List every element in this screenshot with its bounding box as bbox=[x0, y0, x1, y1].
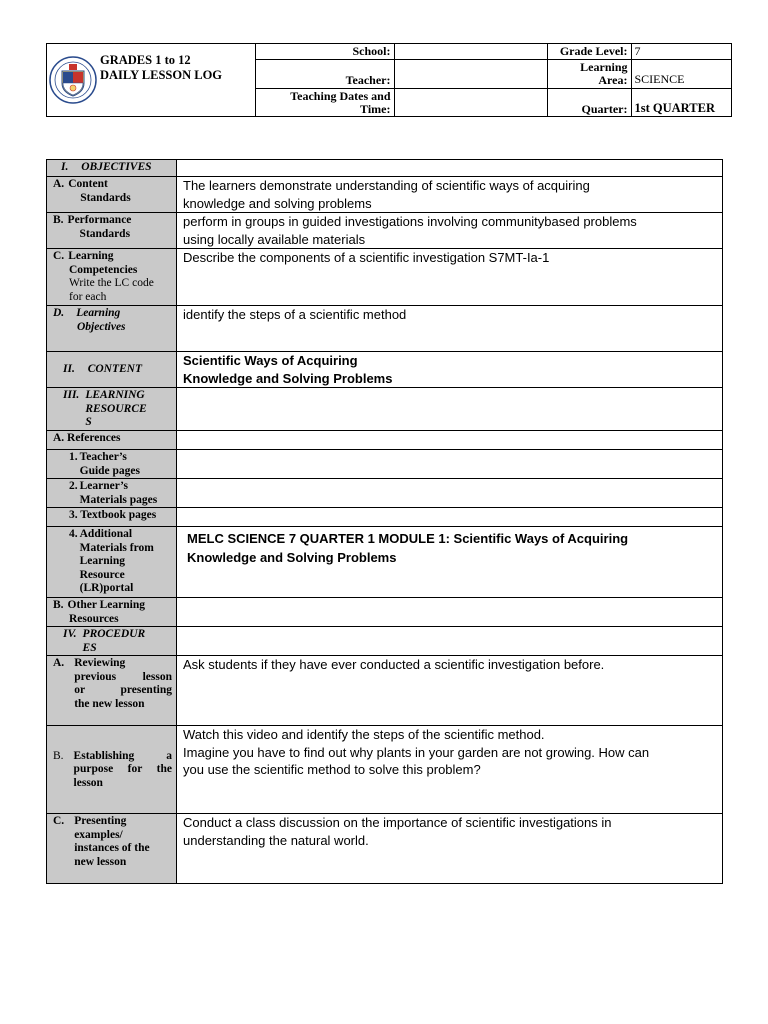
performance-standards-line1: perform in groups in guided investigations involving communitybased problems bbox=[183, 214, 637, 229]
additional-materials-line1: MELC SCIENCE 7 QUARTER 1 MODULE 1: Scientific Ways of Acquiring bbox=[187, 531, 629, 546]
content-heading bbox=[47, 352, 177, 388]
table-row bbox=[47, 814, 723, 884]
school-value bbox=[394, 44, 547, 60]
learning-resources-num: III. bbox=[63, 389, 80, 401]
deped-seal-icon bbox=[49, 49, 97, 111]
header-logo-cell bbox=[47, 44, 256, 116]
other-resources-content bbox=[177, 598, 723, 627]
table-row bbox=[47, 598, 723, 627]
establishing-line2: Imagine you have to find out why plants in your garden are not growing. How can bbox=[183, 744, 650, 760]
learning-competencies-text: Describe the components of a scientific investigation S7MT-Ia-1 bbox=[177, 249, 723, 306]
table-row bbox=[47, 352, 723, 388]
references-label: A. References bbox=[47, 431, 177, 450]
presenting-label-line2: examples/ bbox=[74, 828, 123, 841]
table-row bbox=[47, 508, 723, 527]
learning-competencies-letter: C. bbox=[53, 250, 65, 262]
establishing-label bbox=[47, 726, 177, 814]
content-standards-letter: A. bbox=[53, 178, 65, 190]
content-text bbox=[177, 352, 723, 388]
quarter-value: 1st QUARTER bbox=[631, 89, 731, 117]
teachers-guide-label-line1: Teacher’s bbox=[79, 451, 127, 463]
additional-materials-num: 4. bbox=[69, 528, 78, 540]
learning-resources-title-line1: LEARNING bbox=[85, 389, 145, 401]
establishing-line3: you use the scientific method to solve this problem? bbox=[183, 762, 481, 777]
procedures-heading bbox=[47, 627, 177, 656]
table-row bbox=[47, 527, 723, 598]
presenting-text bbox=[177, 814, 723, 884]
content-line2: Knowledge and Solving Problems bbox=[183, 370, 393, 386]
table-row bbox=[47, 160, 723, 177]
teaching-dates-label-line2: Time: bbox=[360, 101, 391, 116]
teacher-label: Teacher: bbox=[255, 60, 394, 89]
learners-materials-label bbox=[47, 479, 177, 508]
learning-competencies-label bbox=[47, 249, 177, 306]
learning-objectives-label-line2: Objectives bbox=[77, 320, 126, 333]
additional-materials-label-line1: Additional bbox=[79, 528, 133, 540]
reviewing-label-line1: Reviewing bbox=[74, 657, 126, 669]
procedures-content bbox=[177, 627, 723, 656]
table-row bbox=[47, 306, 723, 352]
learning-objectives-text: identify the steps of a scientific method bbox=[177, 306, 723, 352]
learning-area-label-line1: Learning bbox=[580, 60, 628, 74]
learning-resources-title-line3: S bbox=[85, 416, 92, 428]
learning-area-label bbox=[547, 60, 631, 89]
content-standards-label bbox=[47, 177, 177, 213]
content-line1: Scientific Ways of Acquiring bbox=[183, 353, 358, 368]
other-resources-label-line2: Resources bbox=[69, 612, 119, 625]
establishing-label-line3: lesson bbox=[73, 776, 103, 789]
references-content bbox=[177, 431, 723, 450]
table-row bbox=[47, 656, 723, 726]
reviewing-label-line4: the new lesson bbox=[74, 697, 145, 710]
establishing-line1: Watch this video and identify the steps of the scientific method. bbox=[183, 727, 545, 742]
learning-resources-heading bbox=[47, 388, 177, 431]
reviewing-label bbox=[47, 656, 177, 726]
learning-area-label-line2: Area: bbox=[598, 73, 628, 87]
content-standards-line2: knowledge and solving problems bbox=[183, 195, 372, 211]
content-standards-label-line2: Standards bbox=[80, 191, 131, 204]
performance-standards-label-line1: Performance bbox=[67, 214, 132, 226]
table-row bbox=[47, 627, 723, 656]
content-num: II. bbox=[63, 363, 75, 376]
learning-objectives-label-line1: Learning bbox=[76, 307, 121, 319]
additional-materials-text bbox=[177, 527, 723, 598]
performance-standards-letter: B. bbox=[53, 214, 64, 226]
learners-materials-label-line1: Learner’s bbox=[79, 480, 128, 492]
teaching-dates-label bbox=[255, 89, 394, 117]
other-resources-label-line1: Other Learning bbox=[67, 599, 145, 611]
presenting-line1: Conduct a class discussion on the importance of scientific investigations in bbox=[183, 815, 612, 830]
grade-level-value: 7 bbox=[631, 44, 731, 60]
table-row bbox=[47, 431, 723, 450]
presenting-label-line3: instances of the bbox=[74, 842, 150, 854]
presenting-label-line4: new lesson bbox=[74, 855, 127, 868]
presenting-label-line1: Presenting bbox=[74, 815, 127, 827]
learning-competencies-note-line2: for each bbox=[69, 290, 107, 303]
header-title-line2: DAILY LESSON LOG bbox=[100, 68, 223, 82]
table-row bbox=[47, 726, 723, 814]
additional-materials-label-line3: Learning bbox=[79, 555, 125, 567]
performance-standards-line2: using locally available materials bbox=[183, 231, 366, 247]
learning-competencies-note-line1: Write the LC code bbox=[69, 277, 154, 289]
content-title: CONTENT bbox=[87, 363, 143, 376]
objectives-title: OBJECTIVES bbox=[81, 161, 152, 173]
table-row bbox=[47, 249, 723, 306]
other-resources-label bbox=[47, 598, 177, 627]
presenting-label bbox=[47, 814, 177, 884]
additional-materials-label-line5: (LR)portal bbox=[79, 582, 134, 594]
learners-materials-label-line2: Materials pages bbox=[79, 493, 158, 506]
learning-resources-content bbox=[177, 388, 723, 431]
learning-objectives-label bbox=[47, 306, 177, 352]
table-row bbox=[47, 213, 723, 249]
textbook-num: 3. bbox=[69, 509, 78, 521]
textbook-label bbox=[47, 508, 177, 527]
content-standards-line1: The learners demonstrate understanding of scientific ways of acquiring bbox=[183, 178, 590, 193]
additional-materials-label-line4: Resource bbox=[79, 568, 125, 581]
teachers-guide-num: 1. bbox=[69, 451, 78, 463]
objectives-content bbox=[177, 160, 723, 177]
learners-materials-num: 2. bbox=[69, 480, 78, 492]
establishing-letter: B. bbox=[53, 749, 64, 762]
establishing-label-line2: purpose for the bbox=[73, 763, 172, 776]
teacher-value bbox=[394, 60, 547, 89]
teachers-guide-content bbox=[177, 450, 723, 479]
quarter-label: Quarter: bbox=[547, 89, 631, 117]
learning-competencies-label-line1: Learning bbox=[68, 250, 114, 262]
performance-standards-label-line2: Standards bbox=[79, 227, 131, 240]
table-row bbox=[47, 450, 723, 479]
grade-level-label: Grade Level: bbox=[547, 44, 631, 60]
learners-materials-content bbox=[177, 479, 723, 508]
establishing-text bbox=[177, 726, 723, 814]
other-resources-letter: B. bbox=[53, 599, 64, 611]
additional-materials-line2: Knowledge and Solving Problems bbox=[187, 550, 397, 565]
textbook-label-text: Textbook pages bbox=[80, 509, 157, 521]
table-row bbox=[47, 177, 723, 213]
learning-resources-title-line2: RESOURCE bbox=[85, 402, 147, 415]
content-standards-label-line1: Content bbox=[68, 178, 108, 190]
procedures-title-line1: PROCEDUR bbox=[82, 628, 146, 640]
teachers-guide-label-line2: Guide pages bbox=[79, 464, 141, 477]
header-info-grid bbox=[255, 44, 731, 117]
learning-area-value: SCIENCE bbox=[631, 60, 731, 89]
learning-competencies-label-line2: Competencies bbox=[69, 263, 138, 276]
procedures-num: IV. bbox=[63, 628, 77, 640]
teaching-dates-value bbox=[394, 89, 547, 117]
reviewing-text: Ask students if they have ever conducted a scientific investigation before. bbox=[177, 656, 723, 726]
reviewing-letter: A. bbox=[53, 657, 65, 669]
school-label: School: bbox=[255, 44, 394, 60]
textbook-content bbox=[177, 508, 723, 527]
learning-objectives-letter: D. bbox=[53, 307, 65, 319]
objectives-heading bbox=[47, 160, 177, 177]
procedures-title-line2: ES bbox=[82, 641, 97, 654]
teaching-dates-label-line1: Teaching Dates and bbox=[290, 88, 391, 103]
presenting-letter: C. bbox=[53, 815, 65, 827]
presenting-line2: understanding the natural world. bbox=[183, 832, 369, 848]
content-standards-text bbox=[177, 177, 723, 213]
lesson-log-header bbox=[46, 43, 732, 117]
reviewing-label-line2: previous lesson bbox=[74, 670, 172, 683]
additional-materials-label bbox=[47, 527, 177, 598]
establishing-label-line1: Establishing a bbox=[73, 749, 172, 762]
teachers-guide-label bbox=[47, 450, 177, 479]
table-row bbox=[47, 388, 723, 431]
performance-standards-text bbox=[177, 213, 723, 249]
additional-materials-label-line2: Materials from bbox=[79, 541, 154, 554]
lesson-plan-table bbox=[46, 159, 723, 884]
table-row bbox=[47, 479, 723, 508]
objectives-num: I. bbox=[61, 161, 69, 173]
reviewing-label-line3: or presenting bbox=[74, 684, 172, 696]
header-title-line1: GRADES 1 to 12 bbox=[100, 53, 191, 67]
performance-standards-label bbox=[47, 213, 177, 249]
